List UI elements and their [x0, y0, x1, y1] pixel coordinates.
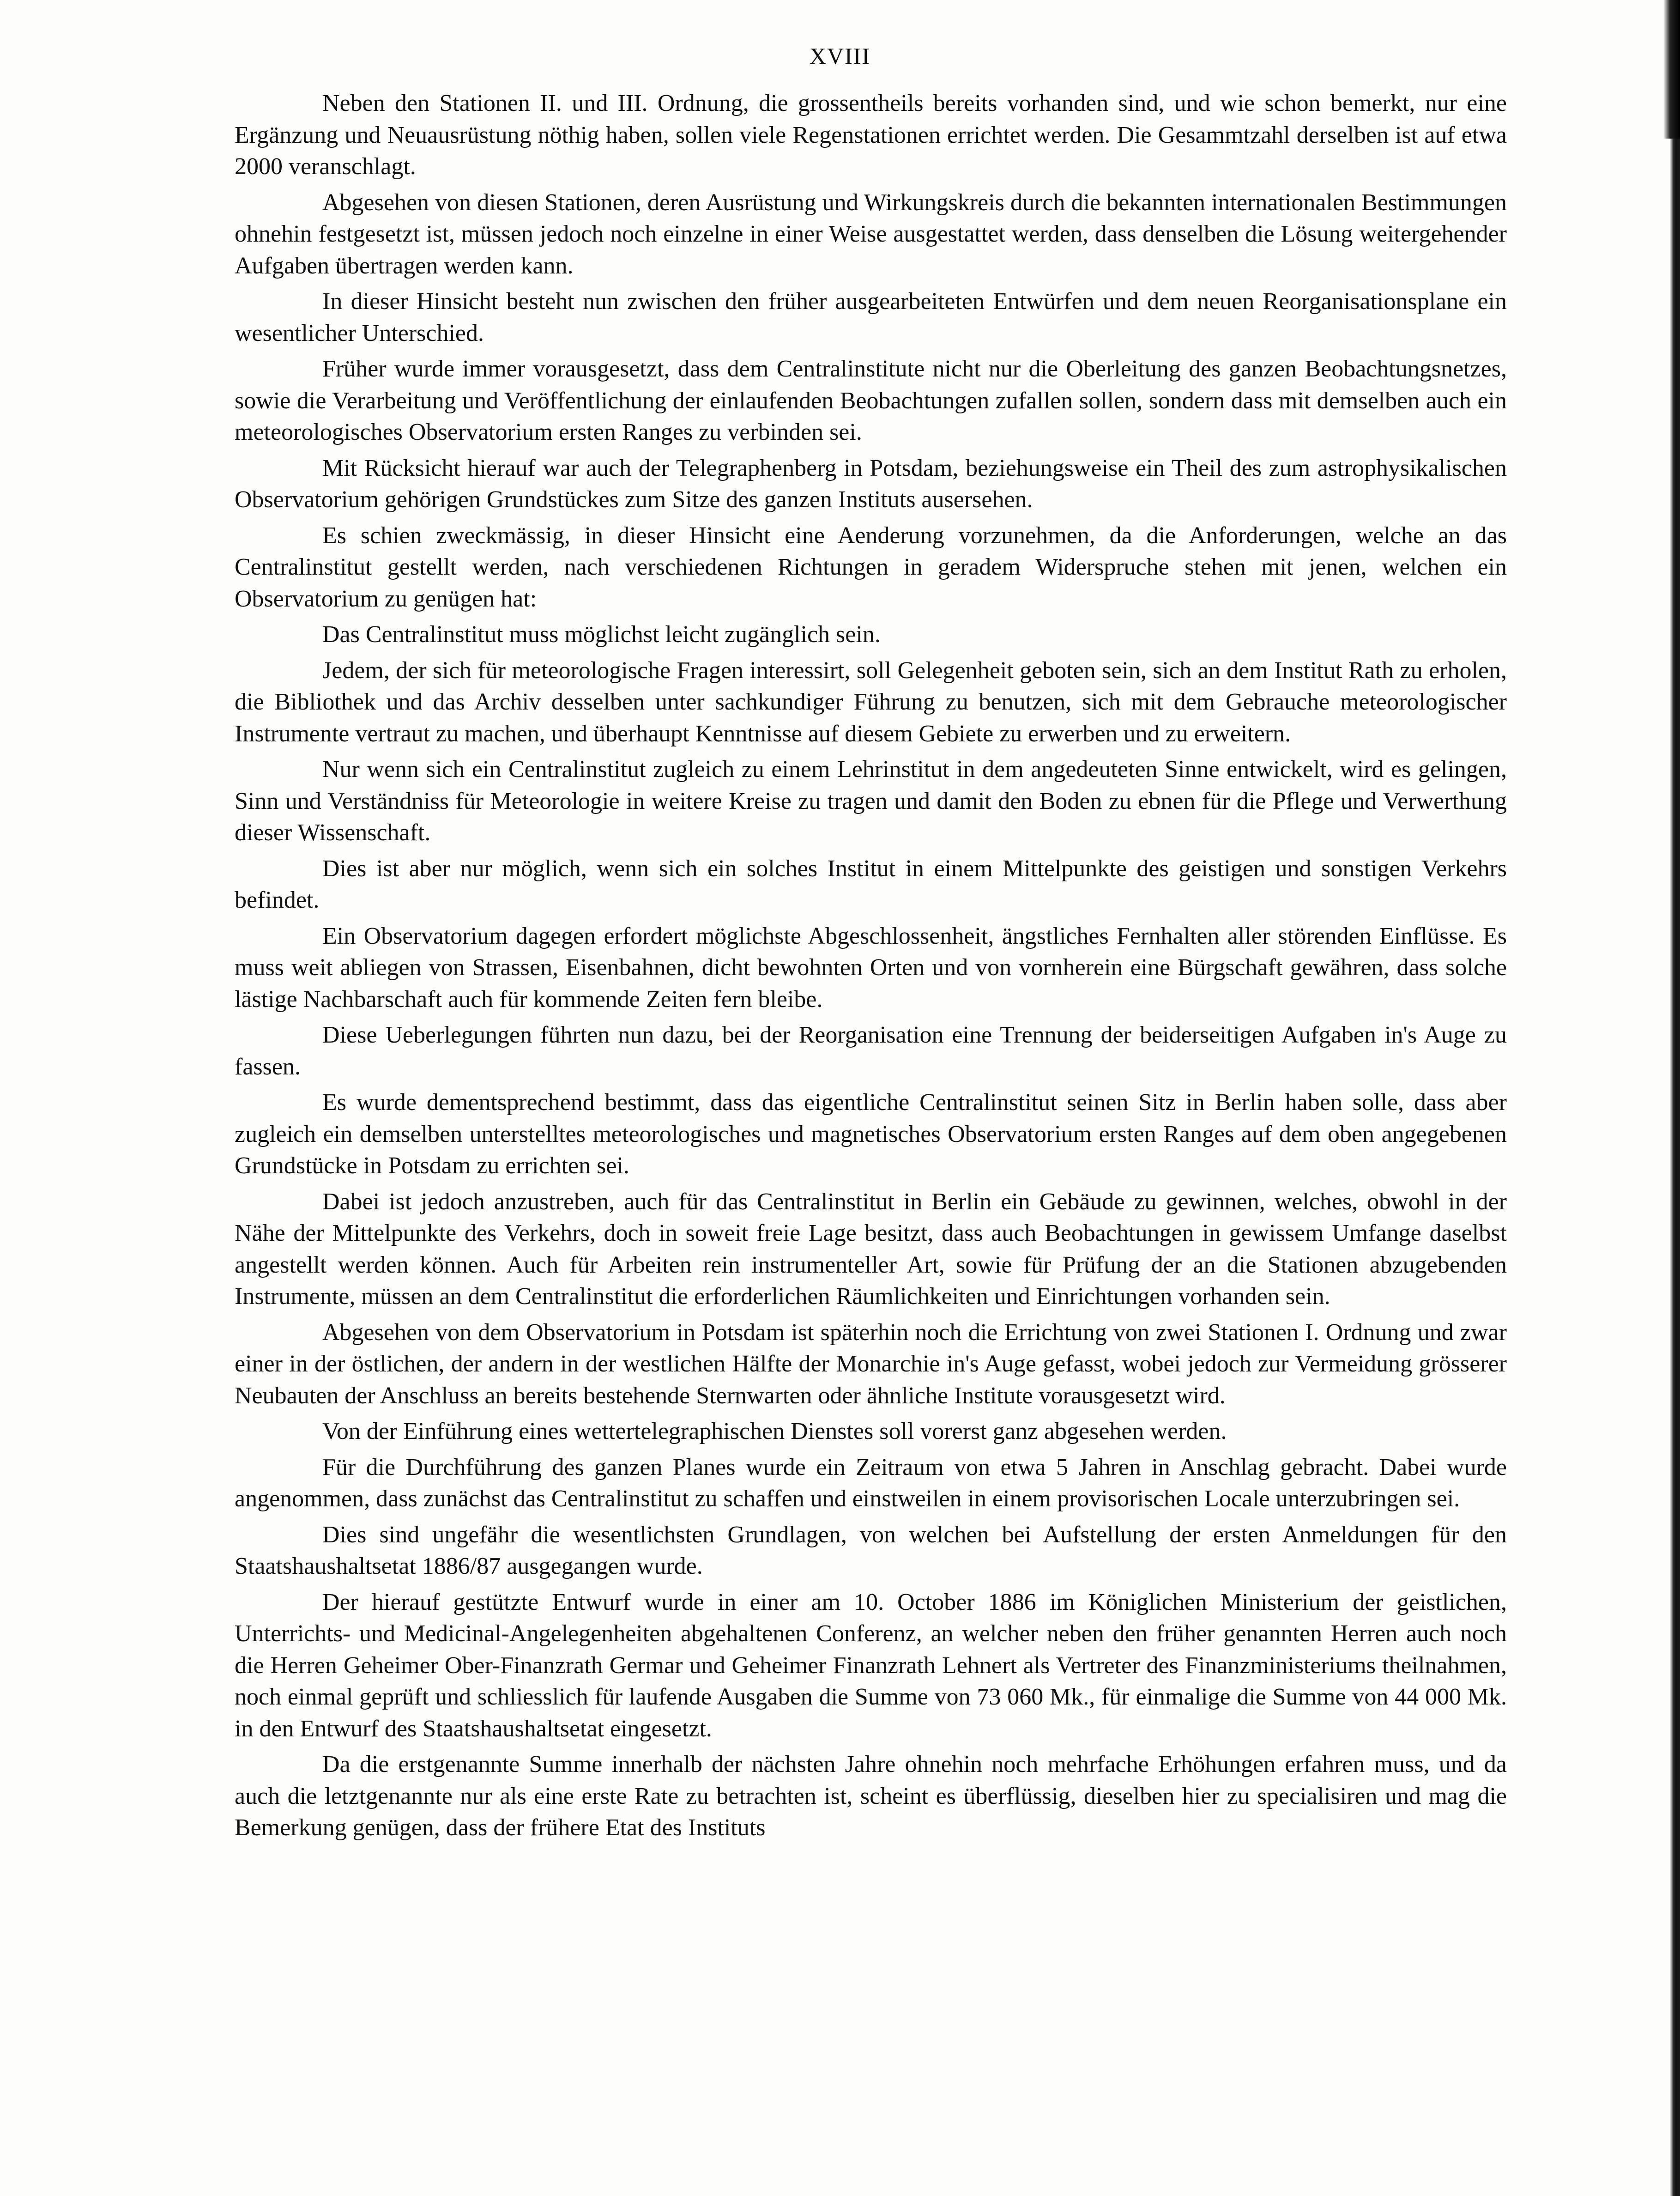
paragraph: Dies sind ungefähr die wesentlichsten Grundlagen, von welchen bei Aufstellung der ersten Anmeldungen für den Staatshaushaltsetat 1886/87 ausgegangen wurde.: [235, 1521, 1507, 1579]
page-number: XVIII: [809, 43, 871, 69]
page-binding-edge: [1670, 0, 1680, 2196]
paragraph: Der hierauf gestützte Entwurf wurde in einer am 10. October 1886 im Königlichen Ministerium der geistlichen, Unterrichts- und Medicinal-Angelegenheiten abgehaltenen Conferenz, an welcher neben den früher genannten Herren auch noch die Herren Geheimer Ober-Finanzrath Germar und Geheimer Finanzrath Lehnert als Vertreter des Finanzministeriums theilnahmen, noch einmal geprüft und schliesslich für laufende Ausgaben die Summe von 73 060 Mk., für einmalige die Summe von 44 000 Mk. in den Entwurf des Staatshaushaltsetat eingesetzt.: [235, 1589, 1507, 1742]
paragraph: Für die Durchführung des ganzen Planes wurde ein Zeitraum von etwa 5 Jahren in Anschlag gebracht. Dabei wurde angenommen, dass zunächst das Centralinstitut zu schaffen und einstweilen in einem provisorischen Locale unterzubringen sei.: [235, 1454, 1507, 1512]
paragraph: Neben den Stationen II. und III. Ordnung, die grossentheils bereits vorhanden sind, und wie schon bemerkt, nur eine Ergänzung und Neuausrüstung nöthig haben, sollen viele Regenstationen errichtet werden. Die Gesammtzahl derselben ist auf etwa 2000 veranschlagt.: [235, 90, 1507, 180]
paragraph: Nur wenn sich ein Centralinstitut zugleich zu einem Lehrinstitut in dem angedeuteten Sinne entwickelt, wird es gelingen, Sinn und Verständniss für Meteorologie in weitere Kreise zu tragen und damit den Boden zu ebnen für die Pflege und Verwerthung dieser Wissenschaft.: [235, 756, 1507, 846]
paragraph: Das Centralinstitut muss möglichst leicht zugänglich sein.: [322, 621, 881, 648]
paragraph: In dieser Hinsicht besteht nun zwischen den früher ausgearbeiteten Entwürfen und dem neuen Reorganisationsplane ein wesentlicher Unterschied.: [235, 288, 1507, 346]
paragraph: Abgesehen von dem Observatorium in Potsdam ist späterhin noch die Errichtung von zwei Stationen I. Ordnung und zwar einer in der östlichen, der andern in der westlichen Hälfte der Monarchie in's Auge gefasst, wobei jedoch zur Vermeidung grösserer Neubauten der Anschluss an bereits bestehende Sternwarten oder ähnliche Institute vorausgesetzt wird.: [235, 1319, 1507, 1409]
page-binding-edge-top: [1663, 0, 1680, 139]
paragraph: Abgesehen von diesen Stationen, deren Ausrüstung und Wirkungskreis durch die bekannten internationalen Bestimmungen ohnehin festgesetzt ist, müssen jedoch noch einzelne in einer Weise ausgestattet werden, dass denselben die Lösung weitergehender Aufgaben übertragen werden kann.: [235, 189, 1507, 279]
paragraph: Mit Rücksicht hierauf war auch der Telegraphenberg in Potsdam, beziehungsweise ein Theil des zum astrophysikalischen Observatorium gehörigen Grundstückes zum Sitze des ganzen Instituts ausersehen.: [235, 455, 1507, 513]
paragraph: Da die erstgenannte Summe innerhalb der nächsten Jahre ohnehin noch mehrfache Erhöhungen erfahren muss, und da auch die letztgenannte nur als eine erste Rate zu betrachten ist, scheint es überflüssig, dieselben hier zu specialisiren und mag die Bemerkung genügen, dass der frühere Etat des Instituts: [235, 1751, 1507, 1841]
paragraph: Jedem, der sich für meteorologische Fragen interessirt, soll Gelegenheit geboten sein, sich an dem Institut Rath zu erholen, die Bibliothek und das Archiv desselben unter sachkundiger Führung zu benutzen, sich mit dem Gebrauche meteorologischer Instrumente vertraut zu machen, und überhaupt Kenntnisse auf diesem Gebiete zu erwerben und zu erweitern.: [235, 657, 1507, 747]
paragraph: Es wurde dementsprechend bestimmt, dass das eigentliche Centralinstitut seinen Sitz in Berlin haben solle, dass aber zugleich ein demselben unterstelltes meteorologisches und magnetisches Observatorium ersten Ranges auf dem oben angegebenen Grundstücke in Potsdam zu errichten sei.: [235, 1089, 1507, 1179]
paragraph: Es schien zweckmässig, in dieser Hinsicht eine Aenderung vorzunehmen, da die Anforderungen, welche an das Centralinstitut gestellt werden, nach verschiedenen Richtungen in geradem Widerspruche stehen mit jenen, welchen ein Observatorium zu genügen hat:: [235, 522, 1507, 612]
paragraph: Diese Ueberlegungen führten nun dazu, bei der Reorganisation eine Trennung der beiderseitigen Aufgaben in's Auge zu fassen.: [235, 1022, 1507, 1080]
paragraph: Dabei ist jedoch anzustreben, auch für das Centralinstitut in Berlin ein Gebäude zu gewinnen, welches, obwohl in der Nähe der Mittelpunkte des Verkehrs, doch in soweit freie Lage besitzt, dass auch Beobachtungen in gewissem Umfange daselbst angestellt werden können. Auch für Arbeiten rein instrumenteller Art, sowie für Prüfung der an die Stationen abzugebenden Instrumente, müssen an dem Centralinstitut die erforderlichen Räumlichkeiten und Einrichtungen vorhanden sein.: [235, 1188, 1507, 1310]
paragraph: Früher wurde immer vorausgesetzt, dass dem Centralinstitute nicht nur die Oberleitung des ganzen Beobachtungsnetzes, sowie die Verarbeitung und Veröffentlichung der einlaufenden Beobachtungen zufallen sollen, sondern dass mit demselben auch ein meteorologisches Observatorium ersten Ranges zu verbinden sei.: [235, 356, 1507, 445]
paragraph: Von der Einführung eines wettertelegraphischen Dienstes soll vorerst ganz abgesehen werden.: [322, 1418, 1227, 1444]
paragraph: Ein Observatorium dagegen erfordert möglichste Abgeschlossenheit, ängstliches Fernhalten aller störenden Einflüsse. Es muss weit abliegen von Strassen, Eisenbahnen, dicht bewohnten Orten und von vornherein eine Bürgschaft gewähren, dass solche lästige Nachbarschaft auch für kommende Zeiten fern bleibe.: [235, 922, 1507, 1013]
body-text: [235, 88, 1507, 1848]
paragraph: Dies ist aber nur möglich, wenn sich ein solches Institut in einem Mittelpunkte des geistigen und sonstigen Verkehrs befindet.: [235, 855, 1507, 913]
